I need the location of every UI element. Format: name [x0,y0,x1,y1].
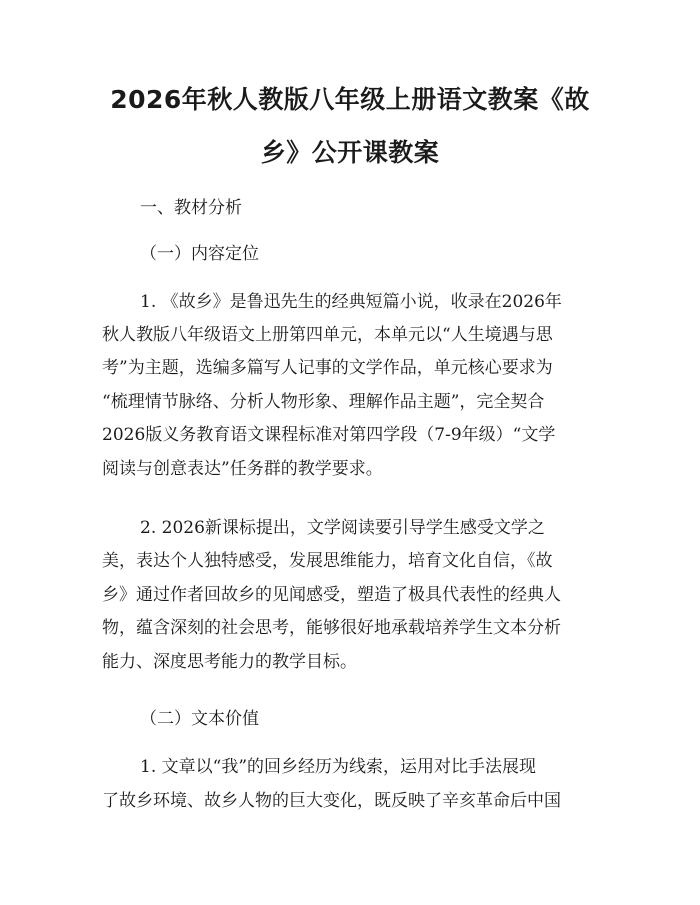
paragraph-2-line-3: 乡》通过作者回故乡的见闻感受，塑造了极具代表性的经典人 [102,585,561,605]
document-title-line-2: 乡》公开课教案 [260,138,440,167]
paragraph-2-line-5: 能力、深度思考能力的教学目标。 [102,652,357,672]
paragraph-1-line-1: 1. 《故乡》是鲁迅先生的经典短篇小说，收录在2026年 [140,292,562,312]
paragraph-1-line-6: 阅读与创意表达”任务群的教学要求。 [102,459,383,479]
paragraph-3-line-1: 1. 文章以“我”的回乡经历为线索，运用对比手法展现 [140,757,537,777]
subsection-heading-content-positioning: （一）内容定位 [140,244,259,264]
paragraph-2-line-2: 美，表达个人独特感受，发展思维能力，培育文化自信，《故 [102,551,553,571]
document-title-line-1: 2026年秋人教版八年级上册语文教案《故 [110,85,590,114]
paragraph-2-line-1: 2. 2026新课标提出，文学阅读要引导学生感受文学之 [140,518,545,538]
paragraph-3-line-2: 了故乡环境、故乡人物的巨大变化，既反映了辛亥革命后中国 [102,791,561,811]
subsection-heading-text-value: （二）文本价值 [140,709,259,729]
paragraph-2-line-4: 物，蕴含深刻的社会思考，能够很好地承载培养学生文本分析 [102,618,561,638]
paragraph-1-line-4: “梳理情节脉络、分析人物形象、理解作品主题”，完全契合 [102,392,545,412]
paragraph-1-line-2: 秋人教版八年级语文上册第四单元，本单元以“人生境遇与思 [102,325,553,345]
section-heading-teaching-material-analysis: 一、教材分析 [140,198,242,218]
paragraph-1-line-5: 2026版义务教育语文课程标准对第四学段（7-9年级）“文学 [102,425,556,445]
paragraph-1-line-3: 考”为主题，选编多篇写人记事的文学作品，单元核心要求为 [102,358,553,378]
